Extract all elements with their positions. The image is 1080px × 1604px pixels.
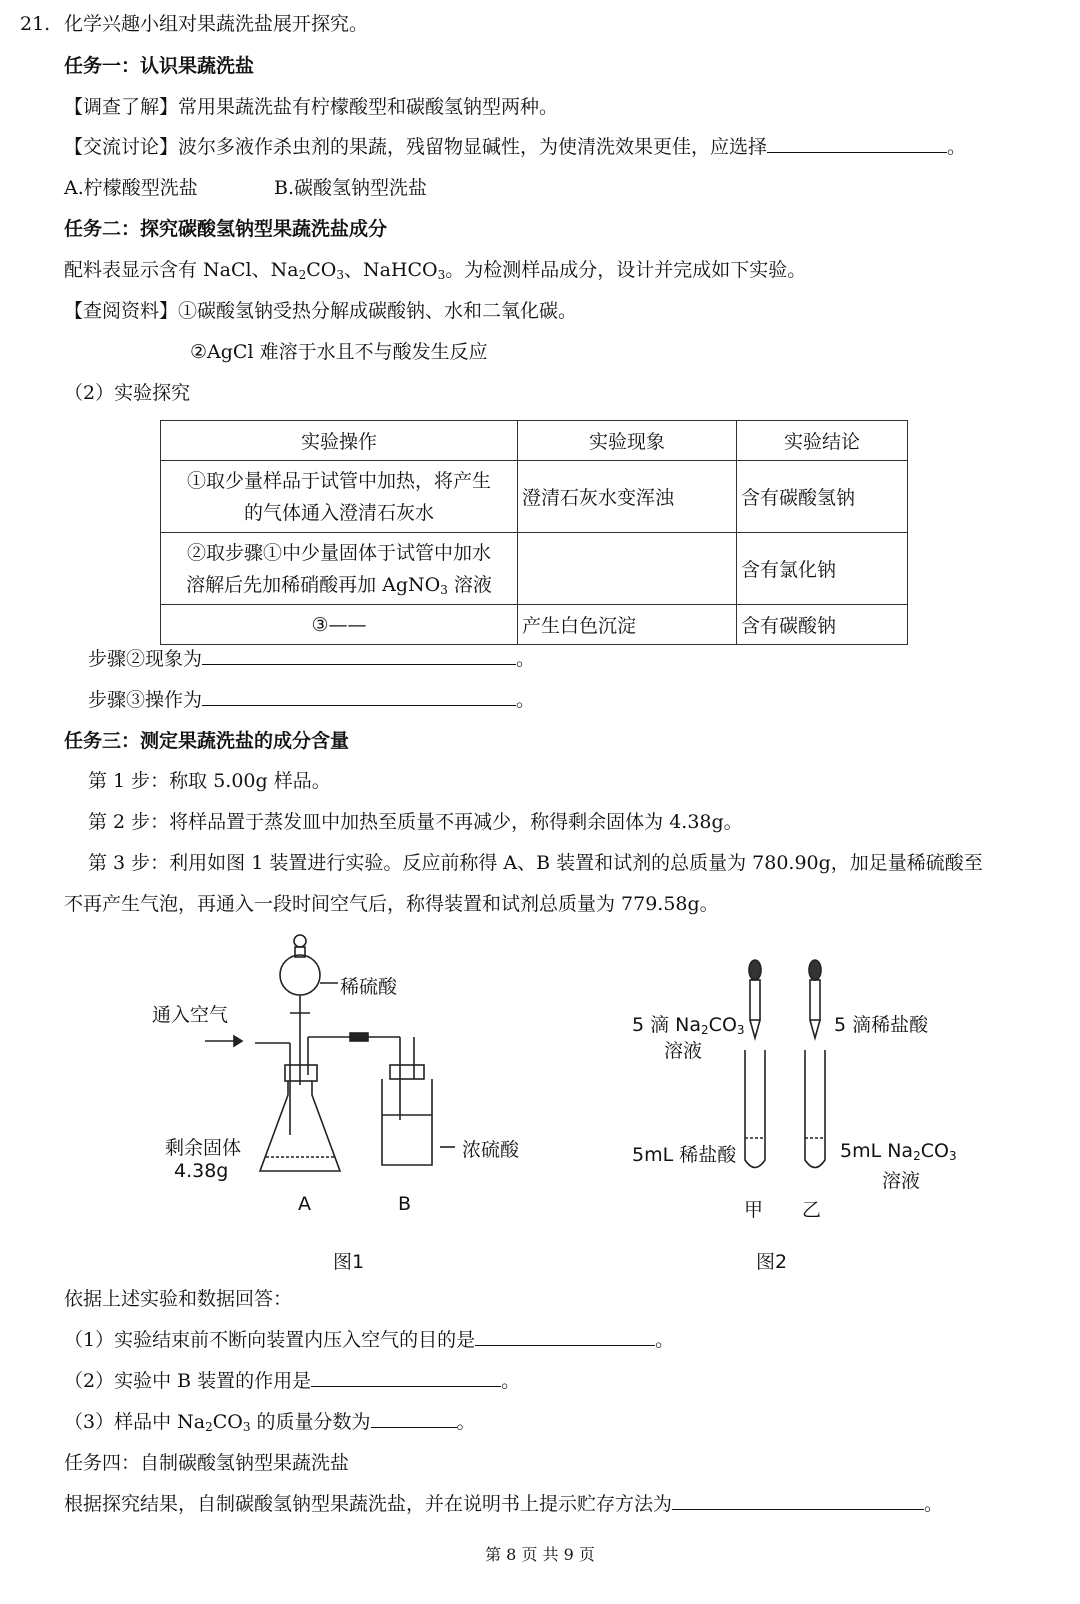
fig2-label-jia: 甲 bbox=[744, 1199, 764, 1221]
step-1: 第 1 步：称取 5.00g 样品。 bbox=[88, 770, 331, 792]
row2-operation-b bbox=[165, 569, 513, 601]
fig1-acid-label: 稀硫酸 bbox=[340, 976, 398, 998]
row1-operation-b: 的气体通入澄清石灰水 bbox=[243, 501, 434, 524]
row3-operation[interactable]: ③—— bbox=[161, 605, 518, 645]
experiment-table bbox=[160, 420, 908, 645]
answer-blank[interactable] bbox=[767, 134, 947, 153]
figure2-test-tubes bbox=[730, 950, 850, 1190]
row1-conclusion: 含有碳酸氢钠 bbox=[737, 461, 908, 533]
page-footer: 第 8 页 共 9 页 bbox=[485, 1545, 595, 1564]
answer-blank[interactable] bbox=[672, 1491, 924, 1510]
row2-phenomenon[interactable] bbox=[518, 533, 737, 605]
answer-blank[interactable] bbox=[311, 1368, 501, 1387]
ingredients-line bbox=[64, 257, 806, 283]
fig1-solid-mass: 4.38g bbox=[174, 1160, 229, 1182]
table-header-row bbox=[161, 421, 908, 461]
answer-blank[interactable] bbox=[202, 687, 516, 706]
table-row bbox=[161, 533, 908, 605]
row1-phenomenon: 澄清石灰水变浑浊 bbox=[518, 461, 737, 533]
header-conclusion: 实验结论 bbox=[737, 421, 908, 461]
option-a: A.柠檬酸型洗盐 bbox=[64, 177, 198, 199]
period: 。 bbox=[924, 1493, 944, 1515]
fig2-drops-na-mid: CO bbox=[708, 1014, 737, 1036]
row1-operation bbox=[161, 461, 518, 533]
subscript: 2 bbox=[298, 268, 307, 282]
header-phenomenon: 实验现象 bbox=[518, 421, 737, 461]
subscript: 3 bbox=[948, 1149, 957, 1163]
step2-line bbox=[88, 646, 535, 672]
row2-operation-b-pre: 溶解后先加稀硝酸再加 AgNO bbox=[186, 573, 441, 596]
step2-label: 步骤②现象为 bbox=[88, 648, 203, 670]
subscript: 2 bbox=[701, 1023, 709, 1037]
answer-1-text: （1）实验结束前不断向装置内压入空气的目的是 bbox=[64, 1329, 476, 1351]
answer-1-line bbox=[64, 1327, 674, 1353]
fig2-drops-na-solution: 溶液 bbox=[664, 1040, 703, 1062]
option-b: B.碳酸氢钠型洗盐 bbox=[274, 177, 428, 199]
row1-operation-a: ①取少量样品于试管中加热，将产生 bbox=[186, 469, 491, 492]
fig2-drops-hcl: 5 滴稀盐酸 bbox=[834, 1014, 929, 1036]
task2-title: 任务二：探究碳酸氢钠型果蔬洗盐成分 bbox=[64, 218, 388, 240]
answer-3-line bbox=[64, 1409, 476, 1435]
subscript: 3 bbox=[437, 268, 446, 282]
discuss-line bbox=[64, 134, 966, 160]
fig2-drops-na2co3 bbox=[632, 1010, 745, 1037]
table-row bbox=[161, 461, 908, 533]
period: 。 bbox=[456, 1411, 476, 1433]
answer-blank[interactable] bbox=[202, 646, 516, 665]
question-number: 21. bbox=[20, 13, 51, 35]
ingredients-post: 。为检测样品成分，设计并完成如下实验。 bbox=[445, 259, 807, 281]
reference-1: 【查阅资料】①碳酸氢钠受热分解成碳酸钠、水和二氧化碳。 bbox=[64, 300, 578, 322]
subscript: 3 bbox=[336, 268, 344, 282]
step-3-a: 第 3 步：利用如图 1 装置进行实验。反应前称得 A、B 装置和试剂的总质量为 780.90g，加足量稀硫酸至 bbox=[88, 852, 983, 874]
answer-blank[interactable] bbox=[475, 1327, 655, 1346]
answer-2-text: （2）实验中 B 装置的作用是 bbox=[64, 1370, 312, 1392]
row2-operation bbox=[161, 533, 518, 605]
fig2-ml-na-solution: 溶液 bbox=[882, 1170, 921, 1192]
ingredients-mid2: 、NaHCO bbox=[343, 259, 438, 281]
fig2-ml-hcl: 5mL 稀盐酸 bbox=[632, 1144, 737, 1166]
answer-intro: 依据上述实验和数据回答： bbox=[64, 1288, 293, 1310]
period: 。 bbox=[516, 689, 536, 711]
ingredients-pre: 配料表显示含有 NaCl、Na bbox=[64, 259, 299, 281]
reference-2: ②AgCl 难溶于水且不与酸发生反应 bbox=[190, 341, 488, 363]
step3-label: 步骤③操作为 bbox=[88, 689, 203, 711]
period: 。 bbox=[947, 136, 967, 158]
fig2-ml-na-pre: 5mL Na bbox=[840, 1140, 914, 1162]
fig2-drops-na-pre: 5 滴 Na bbox=[632, 1014, 702, 1036]
experiment-heading: （2）实验探究 bbox=[64, 382, 191, 404]
final-line bbox=[64, 1491, 943, 1517]
subscript: 2 bbox=[205, 1420, 213, 1434]
task4-title: 任务四：自制碳酸氢钠型果蔬洗盐 bbox=[64, 1452, 350, 1474]
step-2: 第 2 步：将样品置于蒸发皿中加热至质量不再减少，称得剩余固体为 4.38g。 bbox=[88, 811, 743, 833]
fig1-h2so4-label: 浓硫酸 bbox=[462, 1139, 520, 1161]
answer-3-pre: （3）样品中 Na bbox=[64, 1411, 206, 1433]
fig2-caption: 图2 bbox=[756, 1251, 788, 1273]
row2-conclusion: 含有氯化钠 bbox=[737, 533, 908, 605]
period: 。 bbox=[655, 1329, 675, 1351]
row2-operation-b-post: 溶液 bbox=[447, 573, 492, 596]
row3-conclusion: 含有碳酸钠 bbox=[737, 605, 908, 645]
answer-3-post: 的质量分数为 bbox=[250, 1411, 371, 1433]
answer-3-mid: CO bbox=[212, 1411, 243, 1433]
fig1-label-b: B bbox=[398, 1193, 412, 1215]
final-text: 根据探究结果，自制碳酸氢钠型果蔬洗盐，并在说明书上提示贮存方法为 bbox=[64, 1493, 673, 1515]
fig1-air-label: 通入空气 bbox=[152, 1004, 229, 1026]
task3-title: 任务三：测定果蔬洗盐的成分含量 bbox=[64, 730, 350, 752]
row3-phenomenon: 产生白色沉淀 bbox=[518, 605, 737, 645]
question-title: 化学兴趣小组对果蔬洗盐展开探究。 bbox=[64, 13, 369, 35]
fig1-label-a: A bbox=[298, 1193, 311, 1215]
fig1-caption: 图1 bbox=[333, 1251, 365, 1273]
survey-text: 【调查了解】常用果蔬洗盐有柠檬酸型和碳酸氢钠型两种。 bbox=[64, 96, 559, 118]
header-operation: 实验操作 bbox=[161, 421, 518, 461]
discuss-text: 【交流讨论】波尔多液作杀虫剂的果蔬，残留物显碱性，为使清洗效果更佳，应选择 bbox=[64, 136, 768, 158]
fig2-ml-na2co3 bbox=[840, 1140, 957, 1162]
subscript: 3 bbox=[242, 1420, 251, 1434]
subscript: 2 bbox=[913, 1149, 921, 1163]
answer-blank[interactable] bbox=[371, 1409, 457, 1428]
fig1-solid-label: 剩余固体 bbox=[165, 1137, 242, 1159]
subscript: 3 bbox=[736, 1023, 745, 1037]
period: 。 bbox=[516, 648, 536, 670]
row2-operation-a: ②取步骤①中少量固体于试管中加水 bbox=[186, 541, 491, 564]
fig2-label-yi: 乙 bbox=[802, 1199, 822, 1221]
step-3-b: 不再产生气泡，再通入一段时间空气后，称得装置和试剂总质量为 779.58g。 bbox=[64, 893, 719, 915]
fig2-ml-na-mid: CO bbox=[920, 1140, 949, 1162]
table-row bbox=[161, 605, 908, 645]
answer-2-line bbox=[64, 1368, 520, 1394]
period: 。 bbox=[501, 1370, 521, 1392]
step3-line bbox=[88, 687, 535, 713]
subscript: 3 bbox=[440, 582, 448, 597]
ingredients-mid: CO bbox=[306, 259, 337, 281]
task1-title: 任务一：认识果蔬洗盐 bbox=[64, 55, 255, 77]
